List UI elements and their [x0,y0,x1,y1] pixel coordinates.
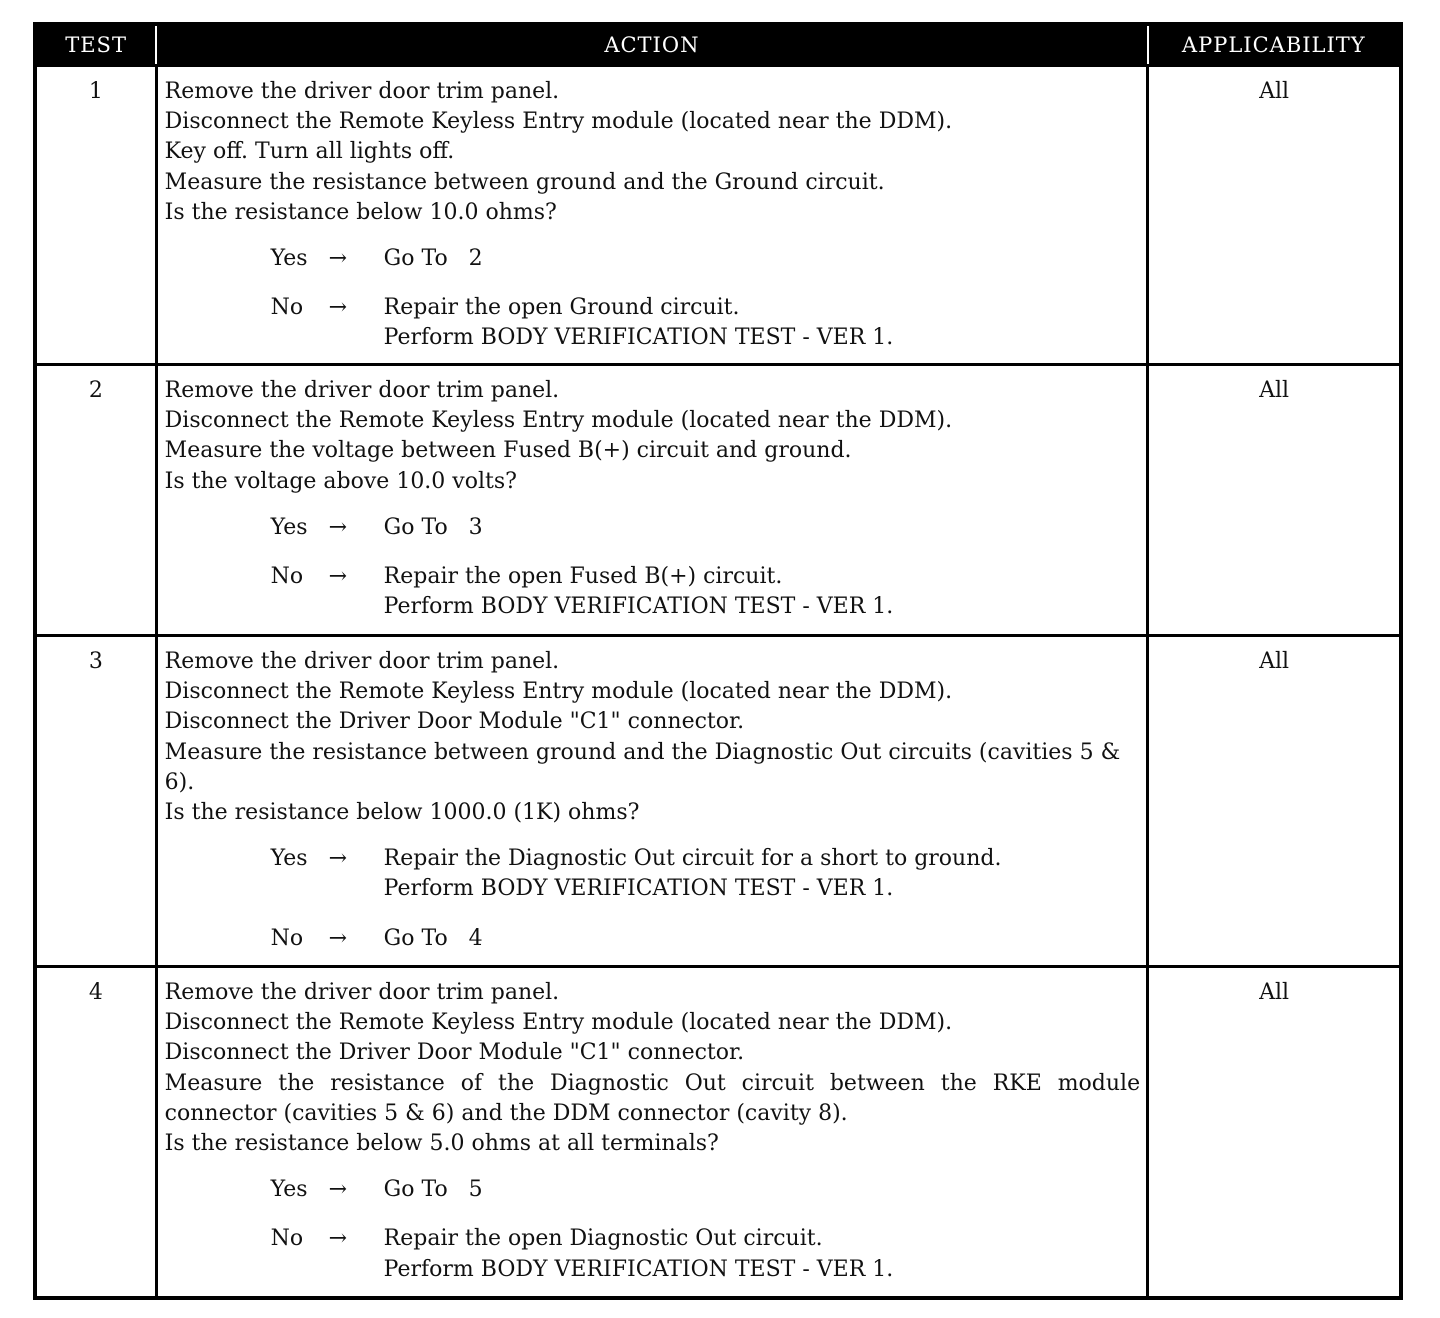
applicability-cell: All [1148,967,1401,1298]
header-test: TEST [35,24,156,66]
action-line: Measure the resistance between ground and the Ground circuit. [164,169,885,195]
header-row [35,24,1401,66]
no-label: No [270,925,304,951]
action-line: Measure the voltage between Fused B(+) circuit and ground. [164,438,852,464]
arrow-icon: → [328,1226,348,1252]
result-line: Perform BODY VERIFICATION TEST - VER 1. [383,325,894,351]
no-outcome [271,924,1140,954]
action-line: Key off. Turn all lights off. [164,139,455,165]
yes-label: Yes [270,1177,308,1203]
outcomes [271,844,1140,954]
test-row-2 [35,365,1401,636]
action-line: Measure the resistance of the Diagnostic Out circuit between the RKE module connector (cavities 5 & 6) and the DDM connector (cavity 8). [164,1070,1141,1126]
action-line: Disconnect the Driver Door Module "C1" connector. [164,709,745,735]
header-applicability: APPLICABILITY [1148,24,1401,66]
result-line: Perform BODY VERIFICATION TEST - VER 1. [383,1256,894,1282]
result-line: Perform BODY VERIFICATION TEST - VER 1. [383,876,894,902]
no-result [384,293,1140,353]
applicability-cell: All [1148,636,1401,967]
yes-result [384,513,1140,543]
test-number: 1 [35,66,156,365]
result-line: Repair the open Fused B(+) circuit. [383,564,783,590]
arrow-icon: → [328,514,348,540]
result-line: Repair the Diagnostic Out circuit for a short to ground. [383,846,1002,872]
result-line: Go To 4 [383,925,483,951]
action-cell [156,365,1147,636]
yes-label: Yes [270,246,308,272]
outcomes [271,513,1140,623]
no-result [384,1224,1140,1284]
no-outcome [271,1224,1140,1284]
result-line: Go To 5 [383,1177,483,1203]
test-row-1 [35,66,1401,365]
arrow-icon: → [328,295,348,321]
yes-outcome [271,844,1140,904]
action-line: Is the resistance below 5.0 ohms at all terminals? [164,1131,719,1157]
action-line: Remove the driver door trim panel. [164,79,560,104]
no-outcome [271,562,1140,622]
action-line: Remove the driver door trim panel. [164,378,560,403]
yes-outcome [271,513,1140,543]
arrow-icon: → [328,1177,348,1203]
action-cell [156,636,1147,967]
applicability-cell: All [1148,66,1401,365]
result-line: Repair the open Ground circuit. [383,295,740,321]
yes-result [384,1175,1140,1205]
action-cell [156,967,1147,1298]
yes-label: Yes [270,514,308,540]
result-line: Go To 2 [383,246,483,272]
no-result [384,562,1140,622]
yes-result [384,844,1140,904]
header-action: ACTION [156,24,1147,66]
test-row-3 [35,636,1401,967]
no-outcome [271,293,1140,353]
test-number: 4 [35,967,156,1298]
action-line: Measure the resistance between ground and the Diagnostic Out circuits (cavities 5 & 6). [164,739,1121,795]
yes-label: Yes [270,846,308,872]
action-line: Remove the driver door trim panel. [164,649,560,674]
arrow-icon: → [328,846,348,872]
applicability-cell: All [1148,365,1401,636]
test-number: 2 [35,365,156,636]
test-number: 3 [35,636,156,967]
yes-outcome [271,244,1140,274]
arrow-icon: → [328,246,348,272]
action-line: Disconnect the Remote Keyless Entry module (located near the DDM). [164,408,953,434]
action-line: Remove the driver door trim panel. [164,980,560,1005]
no-label: No [270,564,304,590]
test-row-4 [35,967,1401,1298]
arrow-icon: → [328,925,348,951]
result-line: Go To 3 [383,514,483,540]
action-line: Is the resistance below 10.0 ohms? [164,199,557,225]
yes-result [384,244,1140,274]
result-line: Repair the open Diagnostic Out circuit. [383,1226,823,1252]
action-line: Disconnect the Driver Door Module "C1" connector. [164,1040,745,1066]
yes-outcome [271,1175,1140,1205]
result-line: Perform BODY VERIFICATION TEST - VER 1. [383,594,894,620]
no-label: No [270,295,304,321]
outcomes [271,244,1140,354]
no-result [384,924,1140,954]
action-line: Disconnect the Remote Keyless Entry module (located near the DDM). [164,679,953,705]
diagnostic-test-table [33,22,1403,1300]
action-line: Is the voltage above 10.0 volts? [164,468,517,494]
arrow-icon: → [328,564,348,590]
action-cell [156,66,1147,365]
action-line: Disconnect the Remote Keyless Entry module (located near the DDM). [164,1010,953,1036]
outcomes [271,1175,1140,1285]
action-line: Is the resistance below 1000.0 (1K) ohms? [164,800,640,826]
action-line: Disconnect the Remote Keyless Entry module (located near the DDM). [164,109,953,135]
no-label: No [270,1226,304,1252]
